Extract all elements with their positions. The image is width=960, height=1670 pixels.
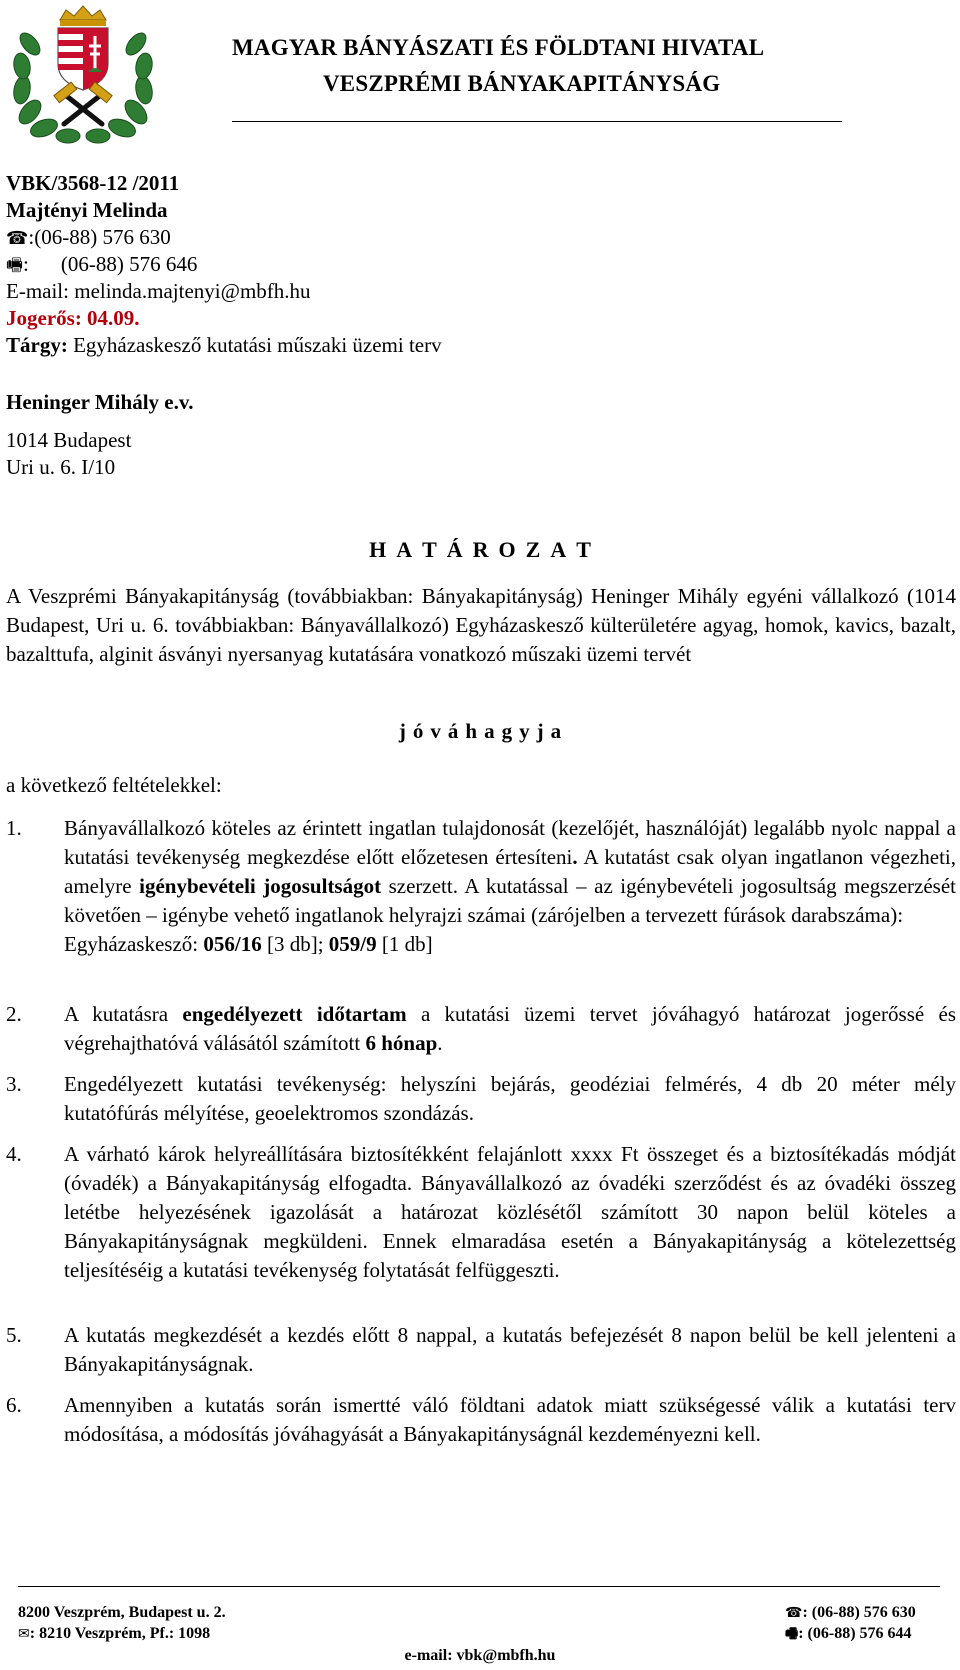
decision-title: H A T Á R O Z A T — [369, 537, 591, 562]
condition-item-6: 6. Amennyiben a kutatás során ismertté váló földtani adatok miatt szükségessé válik a kutatási terv módosítása, a módosítás jóváhagyását a Bányakapitányságnál kezdeményezni kell. — [6, 1393, 956, 1446]
conditions-label: a következő feltételekkel: — [6, 773, 222, 797]
item-number: 2. — [6, 1002, 22, 1026]
envelope-icon: ✉ — [18, 1626, 30, 1642]
condition-item-1: 1. Bányavállalkozó köteles az érintett ingatlan tulajdonosát (kezelőjét, használóját) legalább nyolc nappal a kutatási tevékenység megkezdése előtt előzetesen értesíteni. A kutatást csak olyan ingatlanon végezheti, amelyre igénybevételi jogosultságot szerzett. A kutatással – az igénybevételi jogosultság megszerzését követően – igénybe vehető ingatlanok helyrajzi számai (zárójelben a tervezett fúrások darabszáma): Egyházaskesző: 056/16 [3 db]; 059/9 [1 db] — [6, 816, 956, 956]
header-divider — [232, 121, 842, 122]
telephone-icon: ☎ — [6, 228, 29, 249]
subject-line: Tárgy: Egyházaskesző kutatási műszaki üzemi terv — [6, 333, 442, 357]
coat-of-arms-logo — [8, 2, 158, 148]
footer-divider — [18, 1586, 940, 1587]
decision-intro: A Veszprémi Bányakapitányság (továbbiakban: Bányakapitányság) Heninger Mihály egyéni vállalkozó (1014 Budapest, Uri u. 6. továbbiakban: Bányavállalkozó) Egyházaskesző külterületére agyag, homok, kavics, bazalt, bazalttufa, alginit ásványi nyersanyag kutatására vonatkozó műszaki üzemi tervét — [6, 584, 956, 666]
item-number: 4. — [6, 1142, 22, 1166]
condition-item-2: 2. A kutatásra engedélyezett időtartam a kutatási üzemi tervet jóváhagyó határozat jogerőssé és végrehajthatóvá válásától számított 6 hónap. — [6, 1002, 956, 1055]
case-number: VBK/3568-12 /2011 — [6, 171, 180, 195]
contact-phone: ☎:(06-88) 576 630 — [6, 225, 171, 249]
contact-email: E-mail: melinda.majtenyi@mbfh.hu — [6, 279, 311, 303]
footer-po-box: ✉: 8210 Veszprém, Pf.: 1098 — [18, 1625, 211, 1642]
approves-heading: j ó v á h a g y j a — [398, 719, 562, 743]
item-number: 3. — [6, 1072, 22, 1096]
item-number: 5. — [6, 1323, 22, 1347]
recipient-name: Heninger Mihály e.v. — [6, 390, 194, 414]
fax-icon: 🖷 — [6, 255, 23, 276]
organization-name: MAGYAR BÁNYÁSZATI ÉS FÖLDTANI HIVATAL — [232, 35, 765, 60]
recipient-street: Uri u. 6. I/10 — [6, 455, 116, 479]
footer-phone: ☎: (06-88) 576 630 — [785, 1604, 916, 1621]
contact-name: Majtényi Melinda — [6, 198, 168, 222]
condition-item-3: 3. Engedélyezett kutatási tevékenység: helyszíni bejárás, geodéziai felmérés, 4 db 20 méter mély kutatófúrás mélyítése, geoelektromos szondázás. — [6, 1072, 956, 1125]
final-date: Jogerős: 04.09. — [6, 306, 140, 330]
telephone-icon: ☎ — [785, 1605, 803, 1621]
footer-fax: 🖷: (06-88) 576 644 — [785, 1625, 912, 1642]
footer-address: 8200 Veszprém, Budapest u. 2. — [18, 1604, 226, 1621]
condition-item-4: 4. A várható károk helyreállítására biztosítékként felajánlott xxxx Ft összeget és a biztosítékadás módját (óvadék) a Bányakapitányság elfogadta. Bányavállalkozó az óvadéki szerződést és az óvadéki összeg letétbe helyezésének igazolását a határozat közlésétől számított 30 napon belül köteles a Bányakapitányságnak megküldeni. Ennek elmaradása esetén a Bányakapitányság a kötelezettség teljesítéséig a kutatási tevékenység folytatását felfüggeszti. — [6, 1142, 956, 1282]
item-number: 6. — [6, 1393, 22, 1417]
footer-email[interactable]: e-mail: vbk@mbfh.hu — [404, 1647, 556, 1664]
item-number: 1. — [6, 816, 22, 840]
fax-icon: 🖷 — [785, 1626, 799, 1642]
contact-fax: 🖷: (06-88) 576 646 — [6, 252, 198, 276]
recipient-city: 1014 Budapest — [6, 428, 132, 452]
condition-item-5: 5. A kutatás megkezdését a kezdés előtt 8 nappal, a kutatás befejezését 8 napon belül be kell jelenteni a Bányakapitányságnak. — [6, 1323, 956, 1376]
email-link[interactable]: melinda.majtenyi@mbfh.hu — [74, 279, 311, 303]
organization-subname: VESZPRÉMI BÁNYAKAPITÁNYSÁG — [323, 71, 721, 96]
